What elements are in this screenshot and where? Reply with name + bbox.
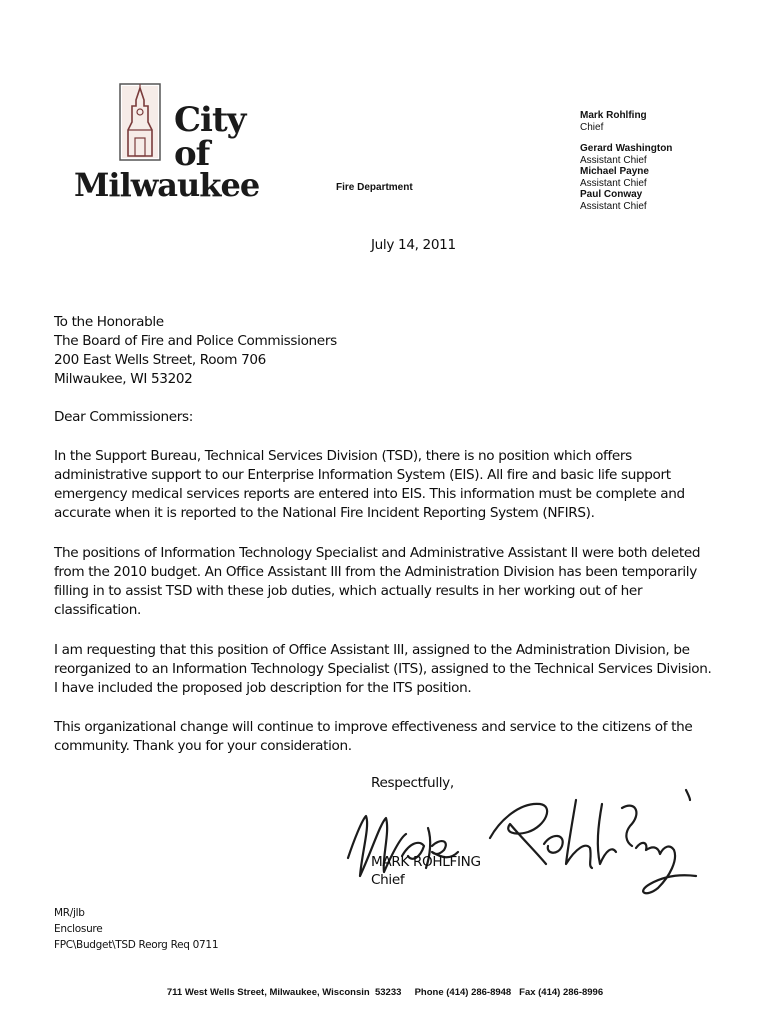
logo-text-city: City bbox=[174, 100, 246, 140]
paragraph-line: In the Support Bureau, Technical Services Division (TSD), there is no position which offers bbox=[54, 448, 632, 464]
paragraph-line: community. Thank you for your consideration. bbox=[54, 738, 352, 754]
paragraph-line: from the 2010 budget. An Office Assistant III from the Administration Division has been temporarily bbox=[54, 564, 697, 580]
officer-name: Mark Rohlfing bbox=[580, 110, 647, 121]
logo-text-milwaukee: Milwaukee bbox=[74, 166, 260, 204]
address-line: To the Honorable bbox=[54, 314, 164, 330]
paragraph-line: This organizational change will continue to improve effectiveness and service to the citizens of the bbox=[54, 719, 693, 735]
body-paragraph-2 bbox=[54, 544, 724, 620]
paragraph-line: I have included the proposed job description for the ITS position. bbox=[54, 680, 472, 696]
recipient-address bbox=[54, 313, 337, 389]
body-paragraph-3 bbox=[54, 641, 724, 698]
paragraph-line: administrative support to our Enterprise Information System (EIS). All fire and basic life support bbox=[54, 467, 671, 483]
address-line: 200 East Wells Street, Room 706 bbox=[54, 352, 266, 368]
letter-date: July 14, 2011 bbox=[371, 237, 456, 253]
body-paragraph-1 bbox=[54, 447, 724, 523]
paragraph-line: filling in to assist TSD with these job duties, which actually results in her working out of her bbox=[54, 583, 643, 599]
signer-name: MARK ROHLFING bbox=[371, 854, 481, 870]
paragraph-line: classification. bbox=[54, 602, 141, 618]
body-paragraph-4 bbox=[54, 718, 724, 756]
paragraph-line: reorganized to an Information Technology Specialist (ITS), assigned to the Technical Services Division. bbox=[54, 661, 712, 677]
address-line: The Board of Fire and Police Commissioners bbox=[54, 333, 337, 349]
reference-enclosure: Enclosure bbox=[54, 923, 103, 935]
logo-text-of: of bbox=[174, 134, 210, 174]
officer-title: Assistant Chief bbox=[580, 200, 647, 212]
reference-file-path: FPC\Budget\TSD Reorg Req 0711 bbox=[54, 939, 219, 951]
department-name: Fire Department bbox=[336, 182, 413, 193]
footer-contact: 711 West Wells Street, Milwaukee, Wisconsin 53233 Phone (414) 286-8948 Fax (414) 286-8996 bbox=[166, 987, 604, 998]
handwritten-signature bbox=[340, 780, 720, 910]
officer-title: Assistant Chief bbox=[580, 177, 647, 189]
city-logo bbox=[70, 80, 260, 205]
officers-list bbox=[580, 110, 672, 212]
paragraph-line: emergency medical services reports are entered into EIS. This information must be complete and bbox=[54, 486, 685, 502]
salutation: Dear Commissioners: bbox=[54, 409, 193, 425]
paragraph-line: accurate when it is reported to the National Fire Incident Reporting System (NFIRS). bbox=[54, 505, 595, 521]
officer-name: Michael Payne bbox=[580, 166, 649, 177]
officer-title: Assistant Chief bbox=[580, 154, 647, 166]
city-hall-tower-icon bbox=[118, 82, 162, 162]
officer-name: Paul Conway bbox=[580, 189, 643, 200]
officer-title: Chief bbox=[580, 121, 604, 133]
paragraph-line: The positions of Information Technology Specialist and Administrative Assistant II were both deleted bbox=[54, 545, 701, 561]
signer-title: Chief bbox=[371, 872, 405, 888]
reference-notes bbox=[54, 905, 218, 953]
address-line: Milwaukee, WI 53202 bbox=[54, 371, 193, 387]
paragraph-line: I am requesting that this position of Office Assistant III, assigned to the Administration Division, be bbox=[54, 642, 690, 658]
officer-name: Gerard Washington bbox=[580, 143, 673, 154]
reference-initials: MR/jlb bbox=[54, 907, 85, 919]
closing: Respectfully, bbox=[371, 775, 454, 791]
